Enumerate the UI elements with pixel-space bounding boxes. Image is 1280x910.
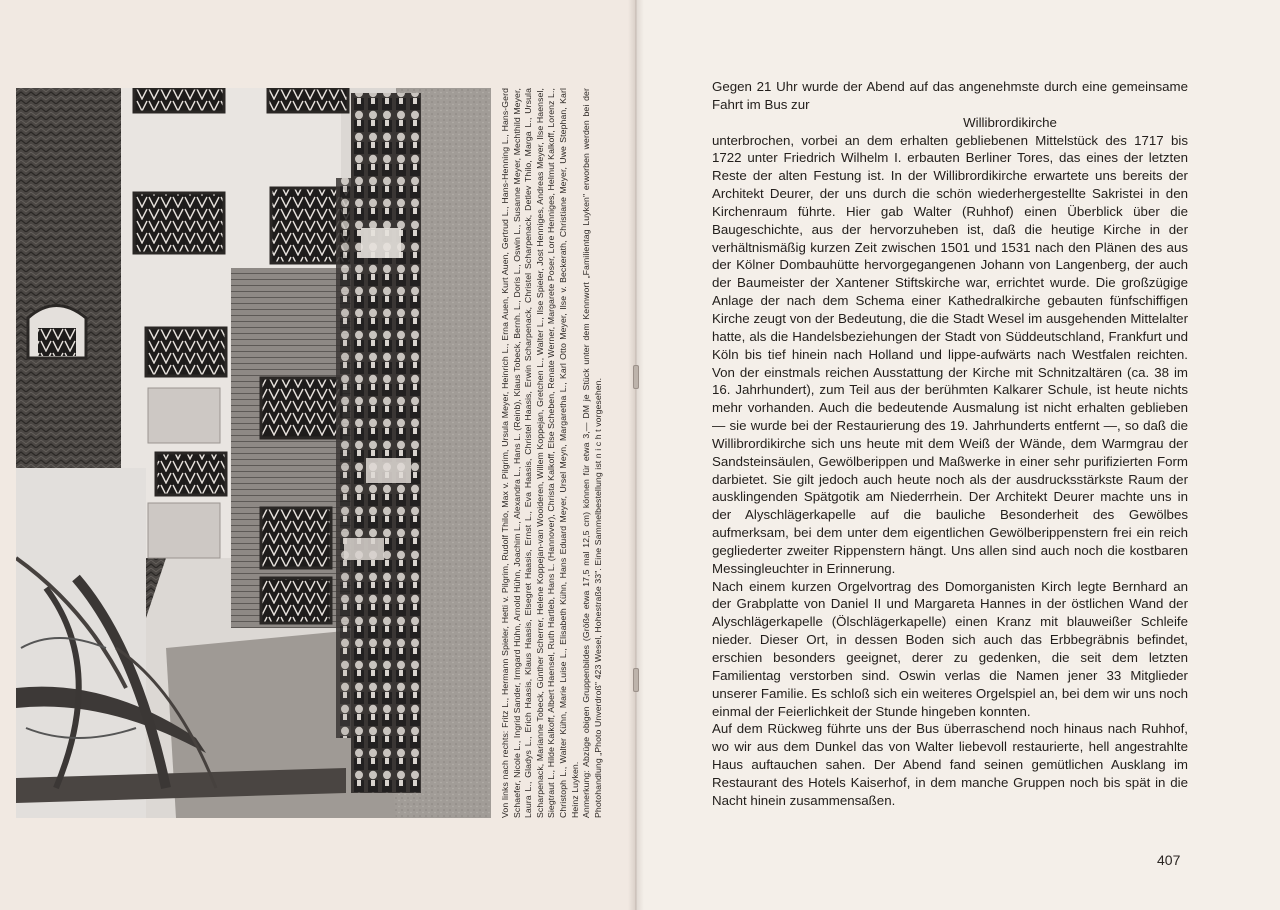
caption-note: Anmerkung: Abzüge obigen Gruppenbildes (Größe etwa 17,5 mal 12,5 cm) können für etwa 3,— DM je Stück unter dem Kennwort „Familientag Luyken" erworben werden bei der Photohandlung „Photo Unverdroß" 423 Wesel, Hohestraße 33". Eine Sammelbestellung ist n i c h t vorgesehen.	[581, 88, 603, 818]
article-text	[712, 78, 1188, 810]
staple	[633, 365, 639, 389]
book-gutter	[628, 0, 644, 910]
left-page	[0, 0, 636, 910]
article-paragraph: Auf dem Rückweg führte uns der Bus überraschend noch hinaus nach Ruhhof, wo wir aus dem Dunkel das von Walter liebevoll restaurierte, hell angestrahlte Haus auftauchen sahen. Der Abend fand seinen gemütlichen Ausklang im Restaurant des Hotels Kaiserhof, in dem manche Gruppen noch bis spät in die Nacht hinein zusammensaßen.	[712, 721, 1188, 808]
caption-names: Von links nach rechts: Fritz L., Hermann Spieler, Hetti v. Pilgrim, Rudolf Thilo, Max v. Pilgrim, Ursula Meyer, Heinrich L., Erna Auen, Kurt Auen, Gertrud L., Hans-Henning L., Hans-Gerd Schaefer, Nicole L., Ingrid Sander, Irmgard Hühn, Arnold Hühn, Joachim L., Alexandra L., Hans L. (Reinb), Klaus Tobeck, Bernh. L., Doris L., Oswin L., Susanne Meyer, Mechthild Meyer, Laura L., Gladys L., Erich Haasis, Klaus Haasis, Elsegret Haasis, Ernst L., Eva Haasis, Christel Haasis, Erwin Scharpenack, Christel Scharpenack, Detlev Thilo, Marga L., Ursula Scharpenack, Marianne Tobeck, Günther Scherrer, Helene Koppejan-van Wooideren, Willem Koppejan, Gretchen L., Walter L., Ilse Spieler, Jost Henniges, Andreas Meyer, Ilse Haensel, Siegtraut L., Hilde Kalkoff, Albert Haensel, Ruth Hartleb, Hans L. (Hannover), Christa Kalkoff, Else Scheben, Renate Werner, Margarete Poser, Lore Henniges, Helmut Kalkoff, Lorenz L., Christoph L., Walter Kühn, Marie Luise L., Elisabeth Kühn, Hans Eduard Meyer, Ursel Meyn, Margaretha L., Karl Otto Meyer, Ilse v. Beckerath, Christiane Meyer, Uwe Stephan, Karl Heinz Luyken.	[500, 88, 580, 818]
staple	[633, 668, 639, 692]
photo-caption-area	[500, 88, 618, 818]
page-number: 407	[1157, 852, 1181, 868]
article-paragraph: Nach einem kurzen Orgelvortrag des Domorganisten Kirch legte Bernhard an der Grabplatte von Daniel II und Margareta Hannes in der östlichen Wand der Alyschlägerkapelle (Ölschlägerkapelle) einen Kranz mit blauweißer Schleife nieder. Dieser Ort, in dessen Boden sich auch das Erbbegräbnis befindet, erschien besonders geeignet, derer zu gedenken, die seit dem letzten Familientag verstorben sind. Oswin verlas die Namen jener 33 Mitglieder unserer Familie. Es schloß sich ein weiteres Orgelspiel an, bei dem wir uns noch einmal der Feierlichkeit der Stunde hingeben konnten.	[712, 578, 1188, 719]
article-heading: Willibrordikirche	[963, 114, 1057, 130]
photo-caption	[500, 88, 618, 818]
article-paragraph: unterbrochen, vorbei an dem erhalten gebliebenen Mittelstück des 1717 bis 1722 unter Friedrich Wilhelm I. erbauten Berliner Tores, das eines der letzten Reste der alten Festung ist. In der Willibrordikirche erwartete uns bereits der Architekt Deurer, der uns durch die schön wiederhergestellte Sakristei in den Kirchenraum führte. Hier gab Walter (Ruhhof) einen Überblick über die Baugeschichte, aus der hervorzuheben ist, daß die heutige Kirche in der verhältnismäßig kurzen Zeit zwischen 1501 und 1531 nach den Plänen des aus der Kölner Dombauhütte hervorgegangenen Johann von Langenberg, der auch der Baumeister der Xantener Stiftskirche war, errichtet wurde. Die großzügige Anlage der nach dem Schema einer Kathedralkirche gebauten fünfschiffigen Kirche zeugt von der Bedeutung, die die Stadt Wesel im ausgehenden Mittelalter hatte, als die Handelsbeziehungen der Stadt von Süddeutschland, Frankfurt und Köln bis tief hinein nach Holland und lippe-aufwärts nach Westfalen reichten. Von der einstmals reichen Ausstattung der Kirche mit Schnitzaltären (ca. 38 im 16. Jahrhundert), zum Teil aus der berühmten Kalkarer Schule, ist heute nichts mehr vorhanden. Auch die bedeutende Ausmalung ist nicht erhalten geblieben — sie wurde bei der Restaurierung des 19. Jahrhunderts entfernt —, so daß die Willibrordikirche sich uns heute mit dem Weiß der Wände, dem Warmgrau der Sandsteinsäulen, Gewölberippen und Maßwerke in einer sehr purifizierten Form darbietet. Sie gilt jedoch auch heute noch als der ausdrucksstärkste Raum der ausklingenden Spätgotik am Niederrhein. Der Architekt Deurer machte uns in der Alyschlägerkapelle auf die bauliche Besonderheit des Gewölbes aufmerksam, bei dem unter dem eigentlichen Gewölberippenstern frei ein reich gegliederter zweiter Rippenstern hängt. Uns allen sind auch noch die kostbaren Messingleuchter in Erinnerung.	[712, 132, 1188, 576]
article-intro: Gegen 21 Uhr wurde der Abend auf das angenehmste durch eine gemeinsame Fahrt im Bus zur	[712, 79, 1188, 112]
group-photo	[16, 88, 491, 818]
